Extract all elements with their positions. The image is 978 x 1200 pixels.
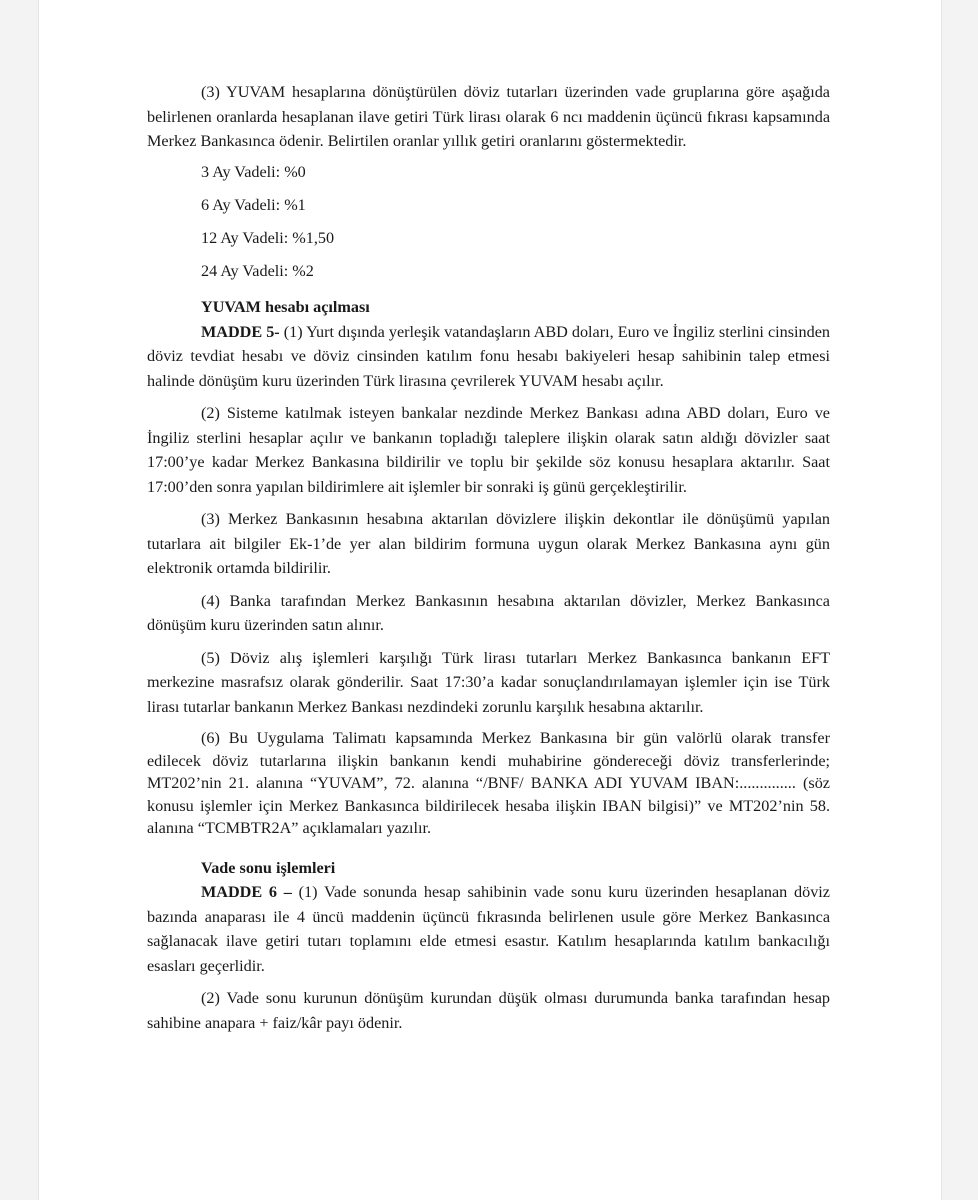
article-6-paragraph-1 [147,880,830,978]
document-page [38,0,942,1200]
article-5-paragraph-1 [147,320,830,394]
article-5-paragraph-3: (3) Merkez Bankasının hesabına aktarılan dövizlere ilişkin dekontlar ile dönüşümü yapılan tutarlara ait bilgiler Ek-1’de yer alan bildirim formuna uygun olarak Merkez Bankasına aynı gün elektronik ortamda bildirilir. [147,510,830,577]
paragraph-3: (3) YUVAM hesaplarına dönüştürülen döviz tutarları üzerinden vade gruplarına göre aşağıda belirlenen oranlarda hesaplanan ilave getiri Türk lirası olarak 6 ncı maddenin üçüncü fıkrası kapsamında Merkez Bankasınca ödenir. Belirtilen oranlar yıllık getiri oranlarını göstermektedir. [147,83,830,150]
rate-12-month: 12 Ay Vadeli: %1,50 [201,228,335,247]
document-content [147,80,830,1035]
article-5-label: MADDE 5- [201,322,280,341]
article-6-p1-text: (1) Vade sonunda hesap sahibinin vade sonu kuru üzerinden hesaplanan döviz bazında anaparası ile 4 üncü maddenin üçüncü fıkrasında belirlenen usule göre Merkez Bankasınca sağlanacak ilave getiri tutarı toplamını elde etmesi esastır. Katılım hesaplarında katılım bankacılığı esasları geçerlidir. [147,883,830,975]
article-5-heading: YUVAM hesabı açılması [201,298,370,316]
article-5-paragraph-4: (4) Banka tarafından Merkez Bankasının hesabına aktarılan dövizler, Merkez Bankasınca dönüşüm kuru üzerinden satın alınır. [147,591,830,634]
article-6-heading: Vade sonu işlemleri [201,858,336,877]
rate-3-month: 3 Ay Vadeli: %0 [201,162,306,181]
article-6-paragraph-2: (2) Vade sonu kurunun dönüşüm kurundan düşük olması durumunda banka tarafından hesap sahibine anapara + faiz/kâr payı ödenir. [147,989,830,1032]
article-5-paragraph-2: (2) Sisteme katılmak isteyen bankalar nezdinde Merkez Bankası adına ABD doları, Euro ve İngiliz sterlini hesaplar açılır ve bankanın topladığı taleplere ilişkin olarak satın aldığı dövizler saat 17:00’ye kadar Merkez Bankasına bildirilir ve toplu bir şekilde söz konusu hesaplara aktarılır. Saat 17:00’den sonra yapılan bildirimlere ait işlemler bir sonraki iş günü gerçekleştirilir. [147,404,830,496]
article-5-p1-text: (1) Yurt dışında yerleşik vatandaşların ABD doları, Euro ve İngiliz sterlini cinsinden döviz tevdiat hesabı ve döviz cinsinden katılım fonu hesabı bakiyeleri hesap sahibinin talep etmesi halinde dönüşüm kuru üzerinden Türk lirasına çevrilerek YUVAM hesabı açılır. [147,322,830,390]
article-6-label: MADDE 6 – [201,883,292,901]
rate-24-month: 24 Ay Vadeli: %2 [201,261,314,280]
rate-6-month: 6 Ay Vadeli: %1 [201,195,306,214]
article-5-paragraph-5: (5) Döviz alış işlemleri karşılığı Türk lirası tutarları Merkez Bankasınca bankanın EFT merkezine masrafsız olarak gönderilir. Saat 17:30’a kadar sonuçlandırılamayan işlemler için ise Türk lirası tutarlar bankanın Merkez Bankası nezdindeki zorunlu karşılık hesabına aktarılır. [147,648,830,716]
article-5-paragraph-6: (6) Bu Uygulama Talimatı kapsamında Merkez Bankasına bir gün valörlü olarak transfer edilecek döviz tutarlarına ilişkin bankanın kendi muhabirine göndereceği döviz transferlerinde; MT202’nin 21. alanına “YUVAM”, 72. alanına “/BNF/ BANKA ADI YUVAM IBAN:.............. (söz konusu işlemler için Merkez Bankasınca bildirilecek hesaba ilişkin IBAN bilgisi)” ve MT202’nin 58. alanına “TCMBTR2A” açıklamaları yazılır. [147,729,830,837]
